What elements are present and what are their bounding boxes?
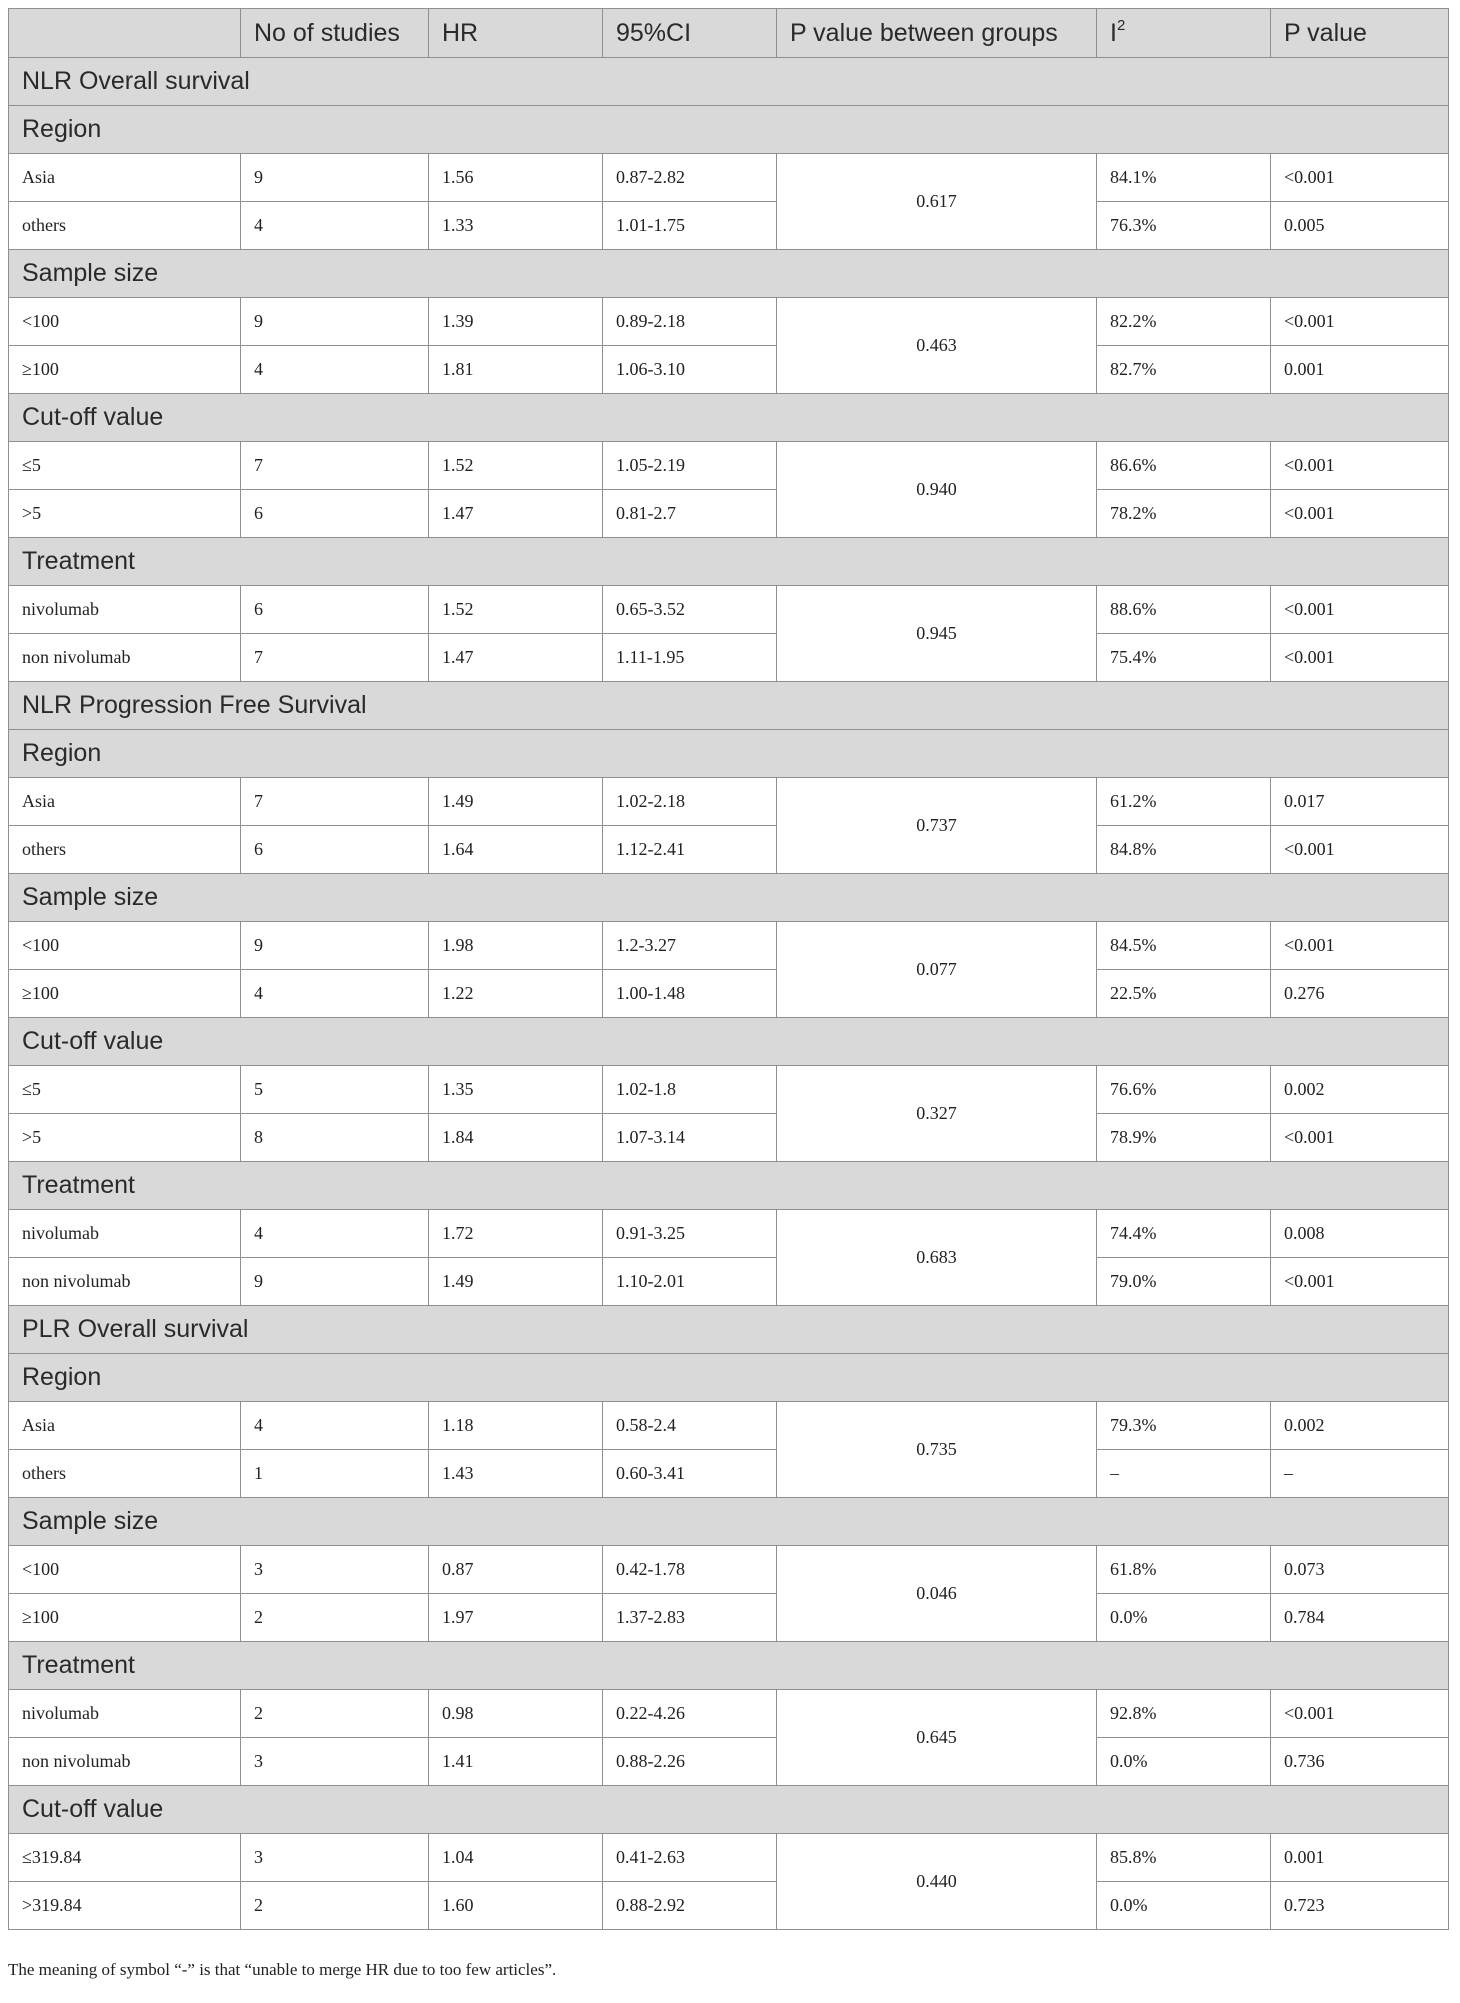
cell-p-value: <0.001 xyxy=(1271,490,1449,538)
cell-i2: 61.8% xyxy=(1097,1546,1271,1594)
subgroup-header-row xyxy=(9,1786,1449,1834)
table-row xyxy=(9,1402,1449,1450)
cell-label: nivolumab xyxy=(9,1690,241,1738)
cell-label: <100 xyxy=(9,922,241,970)
cell-i2: 61.2% xyxy=(1097,778,1271,826)
table-row xyxy=(9,970,1449,1018)
cell-label: others xyxy=(9,202,241,250)
cell-i2: 78.2% xyxy=(1097,490,1271,538)
cell-hr: 1.84 xyxy=(429,1114,603,1162)
cell-p-value: – xyxy=(1271,1450,1449,1498)
cell-p-between-groups: 0.940 xyxy=(777,442,1097,538)
cell-i2: 84.8% xyxy=(1097,826,1271,874)
subgroup-title: Region xyxy=(9,1354,1449,1402)
cell-label: >319.84 xyxy=(9,1882,241,1930)
table-row xyxy=(9,1210,1449,1258)
header-i2 xyxy=(1097,9,1271,58)
cell-hr: 1.43 xyxy=(429,1450,603,1498)
cell-label: others xyxy=(9,1450,241,1498)
cell-95ci: 0.58-2.4 xyxy=(603,1402,777,1450)
table-row xyxy=(9,442,1449,490)
cell-label: Asia xyxy=(9,778,241,826)
cell-hr: 1.49 xyxy=(429,1258,603,1306)
cell-label: <100 xyxy=(9,298,241,346)
table-row xyxy=(9,490,1449,538)
cell-95ci: 0.42-1.78 xyxy=(603,1546,777,1594)
subgroup-title: Treatment xyxy=(9,1642,1449,1690)
cell-label: ≥100 xyxy=(9,1594,241,1642)
header-95ci: 95%CI xyxy=(603,9,777,58)
cell-p-value: 0.008 xyxy=(1271,1210,1449,1258)
cell-hr: 0.87 xyxy=(429,1546,603,1594)
cell-i2: 0.0% xyxy=(1097,1594,1271,1642)
table-row xyxy=(9,586,1449,634)
subgroup-title: Treatment xyxy=(9,538,1449,586)
cell-95ci: 1.00-1.48 xyxy=(603,970,777,1018)
cell-i2: 0.0% xyxy=(1097,1882,1271,1930)
cell-i2: 75.4% xyxy=(1097,634,1271,682)
cell-no-of-studies: 2 xyxy=(241,1690,429,1738)
cell-p-value: 0.736 xyxy=(1271,1738,1449,1786)
cell-p-between-groups: 0.683 xyxy=(777,1210,1097,1306)
cell-i2: 82.7% xyxy=(1097,346,1271,394)
subgroup-header-row xyxy=(9,250,1449,298)
cell-p-value: 0.001 xyxy=(1271,1834,1449,1882)
cell-no-of-studies: 2 xyxy=(241,1594,429,1642)
subgroup-title: Region xyxy=(9,730,1449,778)
table-row xyxy=(9,778,1449,826)
subgroup-header-row xyxy=(9,1498,1449,1546)
cell-p-value: <0.001 xyxy=(1271,826,1449,874)
cell-no-of-studies: 4 xyxy=(241,202,429,250)
cell-p-value: 0.784 xyxy=(1271,1594,1449,1642)
cell-95ci: 1.06-3.10 xyxy=(603,346,777,394)
subgroup-header-row xyxy=(9,1354,1449,1402)
cell-p-value: <0.001 xyxy=(1271,586,1449,634)
subgroup-title: Sample size xyxy=(9,250,1449,298)
cell-no-of-studies: 6 xyxy=(241,826,429,874)
cell-p-value: <0.001 xyxy=(1271,298,1449,346)
cell-hr: 1.41 xyxy=(429,1738,603,1786)
cell-no-of-studies: 4 xyxy=(241,1210,429,1258)
cell-95ci: 1.2-3.27 xyxy=(603,922,777,970)
cell-95ci: 0.91-3.25 xyxy=(603,1210,777,1258)
cell-p-value: 0.001 xyxy=(1271,346,1449,394)
subgroup-analysis-table xyxy=(8,8,1449,1930)
cell-p-between-groups: 0.077 xyxy=(777,922,1097,1018)
cell-p-value: <0.001 xyxy=(1271,1114,1449,1162)
header-hr: HR xyxy=(429,9,603,58)
cell-no-of-studies: 9 xyxy=(241,298,429,346)
cell-i2: 88.6% xyxy=(1097,586,1271,634)
table-row xyxy=(9,346,1449,394)
cell-p-between-groups: 0.617 xyxy=(777,154,1097,250)
cell-hr: 1.04 xyxy=(429,1834,603,1882)
table-row xyxy=(9,298,1449,346)
table-row xyxy=(9,826,1449,874)
cell-p-between-groups: 0.327 xyxy=(777,1066,1097,1162)
table-footnote: The meaning of symbol “-” is that “unable to merge HR due to too few articles”. xyxy=(8,1960,557,1979)
cell-label: <100 xyxy=(9,1546,241,1594)
table-row xyxy=(9,1690,1449,1738)
cell-i2: 92.8% xyxy=(1097,1690,1271,1738)
cell-hr: 0.98 xyxy=(429,1690,603,1738)
table-row xyxy=(9,1738,1449,1786)
cell-95ci: 0.87-2.82 xyxy=(603,154,777,202)
cell-hr: 1.18 xyxy=(429,1402,603,1450)
cell-label: ≤5 xyxy=(9,1066,241,1114)
cell-p-value: <0.001 xyxy=(1271,634,1449,682)
cell-95ci: 1.02-1.8 xyxy=(603,1066,777,1114)
cell-p-between-groups: 0.735 xyxy=(777,1402,1097,1498)
cell-p-value: 0.005 xyxy=(1271,202,1449,250)
cell-i2: 78.9% xyxy=(1097,1114,1271,1162)
cell-hr: 1.39 xyxy=(429,298,603,346)
cell-label: non nivolumab xyxy=(9,634,241,682)
cell-no-of-studies: 8 xyxy=(241,1114,429,1162)
cell-hr: 1.64 xyxy=(429,826,603,874)
cell-label: others xyxy=(9,826,241,874)
header-i2-letter: I xyxy=(1110,18,1117,47)
cell-hr: 1.98 xyxy=(429,922,603,970)
cell-95ci: 1.10-2.01 xyxy=(603,1258,777,1306)
header-p-value: P value xyxy=(1271,9,1449,58)
cell-no-of-studies: 7 xyxy=(241,778,429,826)
cell-i2: 86.6% xyxy=(1097,442,1271,490)
cell-i2: 82.2% xyxy=(1097,298,1271,346)
cell-no-of-studies: 7 xyxy=(241,634,429,682)
section-title: PLR Overall survival xyxy=(9,1306,1449,1354)
cell-no-of-studies: 6 xyxy=(241,490,429,538)
cell-p-value: 0.002 xyxy=(1271,1066,1449,1114)
cell-hr: 1.56 xyxy=(429,154,603,202)
header-no-of-studies: No of studies xyxy=(241,9,429,58)
cell-p-value: <0.001 xyxy=(1271,1690,1449,1738)
subgroup-title: Cut-off value xyxy=(9,394,1449,442)
subgroup-header-row xyxy=(9,394,1449,442)
subgroup-header-row xyxy=(9,1018,1449,1066)
cell-label: >5 xyxy=(9,490,241,538)
cell-p-between-groups: 0.440 xyxy=(777,1834,1097,1930)
table-row xyxy=(9,1450,1449,1498)
cell-i2: 79.0% xyxy=(1097,1258,1271,1306)
cell-p-between-groups: 0.737 xyxy=(777,778,1097,874)
table-row xyxy=(9,1546,1449,1594)
cell-hr: 1.33 xyxy=(429,202,603,250)
table-row xyxy=(9,1834,1449,1882)
cell-95ci: 0.81-2.7 xyxy=(603,490,777,538)
cell-95ci: 0.88-2.92 xyxy=(603,1882,777,1930)
table-row xyxy=(9,202,1449,250)
cell-i2: – xyxy=(1097,1450,1271,1498)
cell-95ci: 1.05-2.19 xyxy=(603,442,777,490)
cell-95ci: 1.07-3.14 xyxy=(603,1114,777,1162)
section-title: NLR Overall survival xyxy=(9,58,1449,106)
cell-p-value: <0.001 xyxy=(1271,922,1449,970)
cell-hr: 1.47 xyxy=(429,634,603,682)
cell-label: Asia xyxy=(9,1402,241,1450)
cell-95ci: 0.60-3.41 xyxy=(603,1450,777,1498)
cell-95ci: 0.88-2.26 xyxy=(603,1738,777,1786)
cell-i2: 84.1% xyxy=(1097,154,1271,202)
cell-hr: 1.52 xyxy=(429,442,603,490)
table-row xyxy=(9,1882,1449,1930)
table-row xyxy=(9,1594,1449,1642)
cell-p-value: <0.001 xyxy=(1271,442,1449,490)
table-row xyxy=(9,1114,1449,1162)
cell-hr: 1.81 xyxy=(429,346,603,394)
cell-hr: 1.22 xyxy=(429,970,603,1018)
subgroup-title: Sample size xyxy=(9,1498,1449,1546)
cell-i2: 76.6% xyxy=(1097,1066,1271,1114)
subgroup-header-row xyxy=(9,1162,1449,1210)
subgroup-header-row xyxy=(9,730,1449,778)
cell-95ci: 0.89-2.18 xyxy=(603,298,777,346)
header-i2-superscript: 2 xyxy=(1116,16,1126,34)
cell-no-of-studies: 9 xyxy=(241,922,429,970)
table-row xyxy=(9,1066,1449,1114)
table-body xyxy=(9,58,1449,1930)
cell-no-of-studies: 4 xyxy=(241,970,429,1018)
cell-p-value: 0.017 xyxy=(1271,778,1449,826)
subgroup-header-row xyxy=(9,1642,1449,1690)
cell-p-between-groups: 0.046 xyxy=(777,1546,1097,1642)
cell-label: Asia xyxy=(9,154,241,202)
table-container xyxy=(8,8,1448,1930)
cell-hr: 1.35 xyxy=(429,1066,603,1114)
cell-95ci: 1.12-2.41 xyxy=(603,826,777,874)
cell-95ci: 1.11-1.95 xyxy=(603,634,777,682)
cell-95ci: 1.01-1.75 xyxy=(603,202,777,250)
cell-no-of-studies: 3 xyxy=(241,1546,429,1594)
cell-label: ≤5 xyxy=(9,442,241,490)
cell-hr: 1.60 xyxy=(429,1882,603,1930)
cell-label: >5 xyxy=(9,1114,241,1162)
cell-label: non nivolumab xyxy=(9,1258,241,1306)
cell-label: ≥100 xyxy=(9,346,241,394)
subgroup-header-row xyxy=(9,106,1449,154)
cell-no-of-studies: 1 xyxy=(241,1450,429,1498)
cell-no-of-studies: 7 xyxy=(241,442,429,490)
subgroup-title: Treatment xyxy=(9,1162,1449,1210)
subgroup-title: Sample size xyxy=(9,874,1449,922)
header-label xyxy=(9,9,241,58)
cell-i2: 74.4% xyxy=(1097,1210,1271,1258)
cell-hr: 1.47 xyxy=(429,490,603,538)
cell-p-value: <0.001 xyxy=(1271,154,1449,202)
cell-95ci: 0.41-2.63 xyxy=(603,1834,777,1882)
cell-95ci: 1.37-2.83 xyxy=(603,1594,777,1642)
cell-no-of-studies: 3 xyxy=(241,1738,429,1786)
cell-p-value: 0.723 xyxy=(1271,1882,1449,1930)
cell-no-of-studies: 9 xyxy=(241,1258,429,1306)
cell-p-between-groups: 0.645 xyxy=(777,1690,1097,1786)
header-p-between-groups: P value between groups xyxy=(777,9,1097,58)
table-row xyxy=(9,1258,1449,1306)
cell-no-of-studies: 3 xyxy=(241,1834,429,1882)
cell-95ci: 0.22-4.26 xyxy=(603,1690,777,1738)
table-row xyxy=(9,922,1449,970)
cell-no-of-studies: 6 xyxy=(241,586,429,634)
cell-i2: 84.5% xyxy=(1097,922,1271,970)
cell-label: non nivolumab xyxy=(9,1738,241,1786)
cell-i2: 79.3% xyxy=(1097,1402,1271,1450)
section-header-row xyxy=(9,58,1449,106)
cell-no-of-studies: 4 xyxy=(241,346,429,394)
cell-i2: 76.3% xyxy=(1097,202,1271,250)
cell-no-of-studies: 4 xyxy=(241,1402,429,1450)
section-title: NLR Progression Free Survival xyxy=(9,682,1449,730)
cell-p-between-groups: 0.463 xyxy=(777,298,1097,394)
cell-i2: 0.0% xyxy=(1097,1738,1271,1786)
header-row xyxy=(9,9,1449,58)
cell-p-value: 0.276 xyxy=(1271,970,1449,1018)
subgroup-title: Region xyxy=(9,106,1449,154)
subgroup-title: Cut-off value xyxy=(9,1786,1449,1834)
section-header-row xyxy=(9,1306,1449,1354)
subgroup-header-row xyxy=(9,874,1449,922)
cell-95ci: 0.65-3.52 xyxy=(603,586,777,634)
cell-label: ≤319.84 xyxy=(9,1834,241,1882)
cell-label: nivolumab xyxy=(9,586,241,634)
cell-no-of-studies: 5 xyxy=(241,1066,429,1114)
cell-no-of-studies: 9 xyxy=(241,154,429,202)
section-header-row xyxy=(9,682,1449,730)
cell-label: ≥100 xyxy=(9,970,241,1018)
table-row xyxy=(9,154,1449,202)
subgroup-title: Cut-off value xyxy=(9,1018,1449,1066)
cell-i2: 22.5% xyxy=(1097,970,1271,1018)
cell-p-value: <0.001 xyxy=(1271,1258,1449,1306)
cell-hr: 1.49 xyxy=(429,778,603,826)
cell-p-value: 0.002 xyxy=(1271,1402,1449,1450)
subgroup-header-row xyxy=(9,538,1449,586)
cell-p-value: 0.073 xyxy=(1271,1546,1449,1594)
cell-p-between-groups: 0.945 xyxy=(777,586,1097,682)
table-row xyxy=(9,634,1449,682)
cell-i2: 85.8% xyxy=(1097,1834,1271,1882)
cell-hr: 1.97 xyxy=(429,1594,603,1642)
cell-hr: 1.52 xyxy=(429,586,603,634)
cell-95ci: 1.02-2.18 xyxy=(603,778,777,826)
cell-hr: 1.72 xyxy=(429,1210,603,1258)
cell-no-of-studies: 2 xyxy=(241,1882,429,1930)
cell-label: nivolumab xyxy=(9,1210,241,1258)
